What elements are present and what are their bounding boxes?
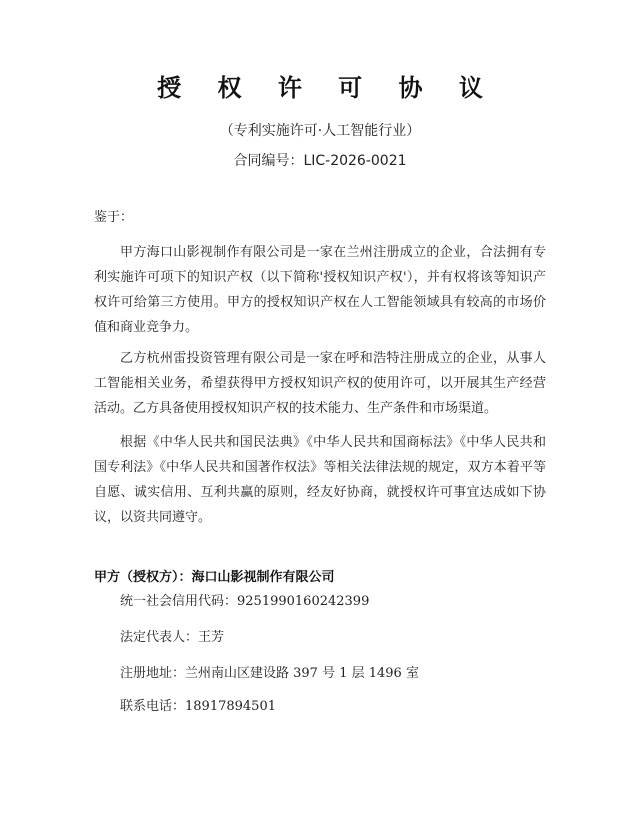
- recital-paragraph-legal-basis: 根据《中华人民共和国民法典》《中华人民共和国商标法》《中华人民共和国专利法》《中华人民共和国著作权法》等相关法律法规的规定，双方本着平等自愿、诚实信用、互利共赢的原则，经友好协商，就授权许可事宜达成如下协议，以资共同遵守。: [94, 435, 546, 525]
- party-a-legal-representative: 法定代表人：王芳: [120, 630, 225, 645]
- party-a-address: 注册地址：兰州南山区建设路 397 号 1 层 1496 室: [120, 666, 419, 681]
- recital-paragraph-party-b: 乙方杭州雷投资管理有限公司是一家在呼和浩特注册成立的企业，从事人工智能相关业务，希望获得甲方授权知识产权的使用许可，以开展其生产经营活动。乙方具备使用授权知识产权的技术能力、生产条件和市场渠道。: [94, 351, 546, 416]
- contract-number: 合同编号：LIC-2026-0021: [233, 153, 407, 169]
- party-a-credit-code: 统一社会信用代码：9251990160242399: [120, 594, 370, 609]
- party-a-phone: 联系电话：18917894501: [120, 699, 276, 714]
- document-subtitle: （专利实施许可·人工智能行业）: [219, 123, 421, 139]
- recital-paragraph-party-a: 甲方海口山影视制作有限公司是一家在兰州注册成立的企业，合法拥有专利实施许可项下的知识产权（以下简称'授权知识产权'），并有权将该等知识产权许可给第三方使用。甲方的授权知识产权在人工智能领域具有较高的市场价值和商业竞争力。: [94, 245, 546, 335]
- document-title: 授 权 许 可 协 议: [157, 74, 497, 102]
- recitals-intro: 鉴于：: [94, 210, 134, 225]
- party-a-heading: 甲方（授权方）：海口山影视制作有限公司: [94, 570, 335, 585]
